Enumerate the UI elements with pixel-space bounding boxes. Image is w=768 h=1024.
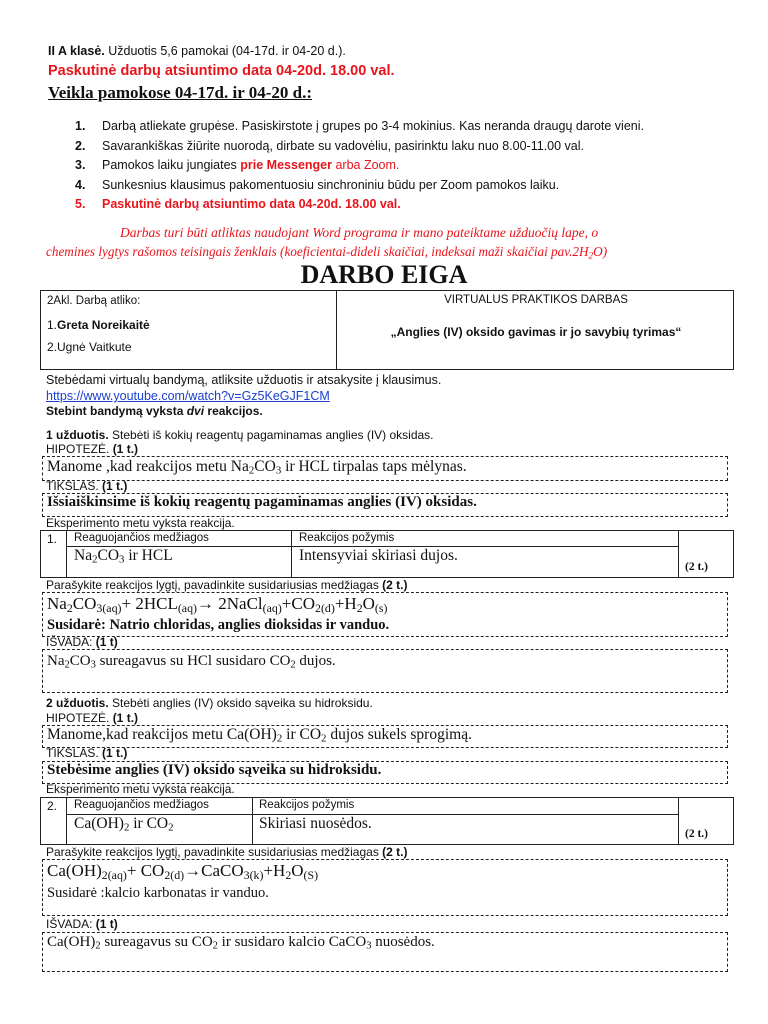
task2-reagents[interactable]: $Ca(OH)_2$ ir $CO_2$ [74,815,174,834]
task2-col-sign: Reakcijos požymis [259,799,355,811]
deadline: Paskutinė darbų atsiuntimo data 04-20d. 18.00 val. [48,63,395,79]
task1-heading: 1 užduotis. Stebėti iš kokių reagentų pagaminamas anglies (IV) oksidas. [46,428,434,442]
task-list [72,117,644,215]
video-link[interactable]: https://www.youtube.com/watch?v=Gz5KeGJF1CM [46,389,330,403]
task2-heading: 2 užduotis. Stebėti anglies (IV) oksido sąveika su hidroksidu. [46,696,373,710]
task1-conclusion: $Na_2CO_3$ sureagavus su HCl susidaro $CO_2$ dujos. [47,653,336,671]
assignment-text: Užduotis 5,6 pamokai (04-17d. ir 04-20 d.). [104,44,346,58]
task1-exp-label: Eksperimento metu vyksta reakcija. [46,516,235,530]
task2-conclusion: $Ca(OH)_2$ sureagavus su $CO_2$ ir susidaro kalcio CaCO$_3$ nuosėdos. [47,934,435,952]
task1-table [40,530,734,578]
task1-conclusion-box[interactable] [42,649,728,693]
reactions-note: Stebint bandymą vyksta dvi reakcijos. [46,404,263,418]
task1-equation: $Na_2CO_{3(aq)}+ 2HCL_{(aq)}\to$ $2NaCl_{(aq)}+CO_{2(d)}+H_2O_{(s)}$ [47,594,388,615]
task2-col-reagents: Reaguojančios medžiagos [74,799,209,811]
task2-row-num: 2. [47,799,58,813]
task2-table [40,797,734,845]
student-2: 2.Ugnė Vaitkute [47,340,132,354]
task-item: 5. Paskutinė darbų atsiuntimo data 04-20d. 18.00 val. [75,197,401,211]
task1-goal: Išsiaiškinsime iš kokių reagentų pagaminamas anglies (IV) oksidas. [47,494,477,510]
task-item: 3. Pamokos laiku jungiates prie Messenger arba Zoom. [75,158,400,172]
header-line [48,44,346,58]
info-table [40,290,734,370]
task1-points: (2 t.) [685,561,708,573]
task-item: 2. Savarankiškas žiūrite nuorodą, dirbate su vadovėliu, pasirinktu laku nuo 8.00-11.00 val. [75,138,584,153]
task2-hypothesis-label: HIPOTEZĖ. (1 t.) [46,711,139,725]
task1-hypothesis-box[interactable] [42,456,728,481]
class-work: 2Akl. Darbą atliko: [47,295,141,307]
messenger-highlight: prie Messenger [240,158,332,172]
task1-products: Susidarė: Natrio chloridas, anglies dioksidas ir vanduo. [47,617,390,633]
task2-points: (2 t.) [685,828,708,840]
task2-goal: Stebėsime anglies (IV) oksido sąveika su hidroksidu. [47,762,382,778]
task1-sign[interactable]: Intensyviai skiriasi dujos. [299,547,458,564]
task-item: 1. Darbą atliekate grupėse. Pasiskirstote į grupes po 3-4 mokinius. Kas neranda draugų darote vieni. [75,119,644,133]
practical-topic: „Anglies (IV) oksido gavimas ir jo savybių tyrimas“ [390,325,682,339]
student-1: 1.Greta Noreikaitė [47,318,150,332]
task2-products: Susidarė :kalcio karbonatas ir vanduo. [47,885,269,901]
task1-hypothesis-label: HIPOTEZĖ. (1 t.) [46,442,139,456]
practical-title: VIRTUALUS PRAKTIKOS DARBAS [444,294,628,306]
task2-hypothesis: Manome,kad reakcijos metu $Ca(OH)_2$ ir $CO_2$ dujos sukels sprogimą. [47,726,472,745]
page-title: DARBO EIGA [300,260,468,289]
task1-row-num: 1. [47,532,58,546]
task-item: 4. Sunkesnius klausimus pakomentuosiu sinchroniniu būdu per Zoom pamokos laiku. [75,177,560,192]
class-label: II A klasė. [48,44,105,58]
task2-equation-box[interactable] [42,859,728,916]
intro-line: Stebėdami virtualų bandymą, atliksite užduotis ir atsakysite į klausimus. [46,373,442,387]
task2-goal-label: TIKSLAS. (1 t.) [46,746,128,760]
task1-conclusion-label: IŠVADA: (1 t) [46,635,118,649]
task2-sign[interactable]: Skiriasi nuosėdos. [259,815,372,832]
task1-reagents[interactable]: $Na_2CO_3$ ir HCL [74,547,173,566]
task1-goal-box[interactable] [42,493,728,517]
note-line2: chemines lygtys rašomos teisingais ženklais (koeficientai-dideli skaičiai, indeksai maži skaičiai $pav.2H_2O$) [46,244,608,261]
task2-exp-label: Eksperimento metu vyksta reakcija. [46,782,235,796]
task1-col-reagents: Reaguojančios medžiagos [74,532,209,544]
task2-hypothesis-box[interactable] [42,725,728,748]
task2-conclusion-box[interactable] [42,932,728,972]
task1-goal-label: TIKSLAS. (1 t.) [46,479,128,493]
note-line1: Darbas turi būti atliktas naudojant Word programa ir mano pateiktame užduočių lape, o [120,225,599,240]
task1-hypothesis: Manome ,kad reakcijos metu $Na_2CO_3$ ir HCL tirpalas taps mėlynas. [47,458,467,477]
task1-eq-label: Parašykite reakcijos lygtį, pavadinkite susidariusias medžiagas (2 t.) [46,578,408,592]
task2-goal-box[interactable] [42,761,728,784]
task2-eq-label: Parašykite reakcijos lygtį, pavadinkite susidariusias medžiagas (2 t.) [46,845,408,859]
task2-conclusion-label: IŠVADA: (1 t) [46,917,118,931]
activity-heading: Veikla pamokose 04-17d. ir 04-20 d.: [48,83,312,102]
task1-col-sign: Reakcijos požymis [299,532,395,544]
task1-equation-box[interactable] [42,592,728,637]
task2-equation: $Ca(OH)_{2(aq)}+$ $CO_{2(d)}\to CaCO_{3(k)}+H_2O_{(S)}$ [47,861,319,882]
